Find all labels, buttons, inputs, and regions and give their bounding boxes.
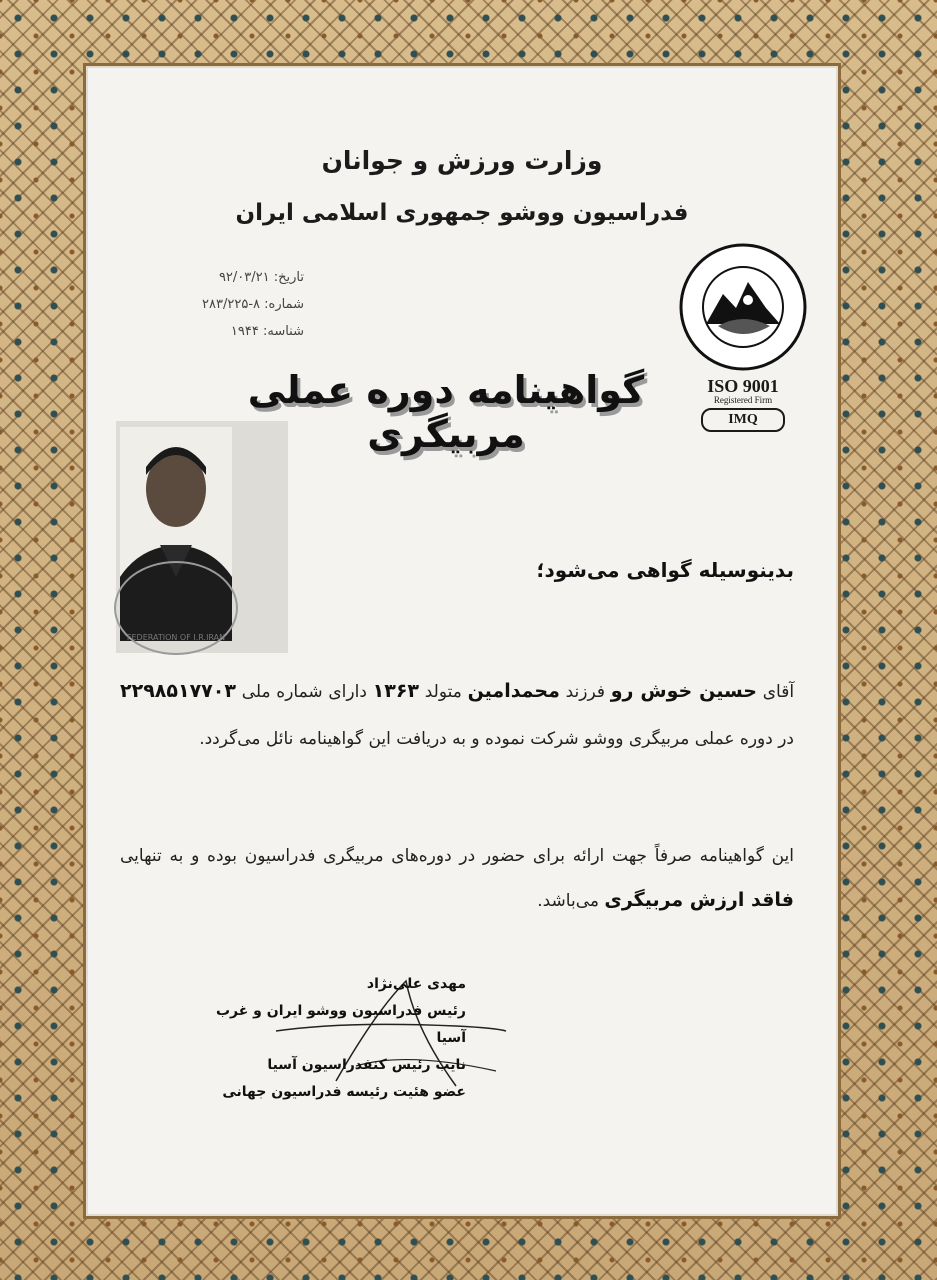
holder-name: حسین خوش رو: [610, 680, 757, 702]
date-row: [124, 264, 304, 291]
iso-main-text: ISO 9001: [707, 376, 779, 396]
id-label: شناسه:: [262, 324, 304, 339]
iso-certification-badge: [678, 376, 808, 432]
signatory-name: مهدی علی‌نژاد: [366, 976, 466, 992]
certificate-note-paragraph: [120, 834, 794, 923]
national-id: ۲۲۹۸۵۱۷۷۰۳: [120, 680, 236, 702]
ministry-heading: وزارت ورزش و جوانان: [321, 146, 603, 175]
holder-photo: [116, 421, 288, 653]
signatory-title-2: نایب رئیس کنفدراسیون آسیا: [267, 1057, 466, 1073]
number-label: شماره:: [264, 297, 304, 312]
body-born: متولد: [424, 682, 462, 702]
body-prefix: آقای: [762, 682, 795, 702]
note-emphasis: فاقد ارزش مربیگری: [604, 889, 794, 911]
federation-heading: فدراسیون ووشو جمهوری اسلامی ایران: [235, 200, 689, 226]
signatory-title-1: رئیس فدراسیون ووشو ایران و غرب آسیا: [215, 1003, 466, 1046]
body-id-label: دارای شماره ملی: [241, 682, 367, 702]
signatory-block: [186, 971, 466, 1106]
birth-year: ۱۳۶۳: [372, 680, 420, 702]
father-name: محمدامین: [467, 680, 560, 702]
date-label: تاریخ:: [273, 270, 304, 285]
id-row: [124, 318, 304, 345]
date-value: ۹۲/۰۳/۲۱: [218, 270, 270, 285]
iso-sub-text: Registered Firm: [713, 395, 773, 405]
body-son-of: فرزند: [565, 682, 605, 702]
id-value: ۱۹۴۴: [230, 324, 259, 339]
note-text: این گواهینامه صرفاً جهت ارائه برای حضور در دوره‌های مربیگری فدراسیون بوده و به تنهایی: [120, 846, 794, 866]
document-meta: [124, 264, 304, 345]
certificate-paper: [86, 66, 838, 1216]
certificate-body-paragraph: [120, 668, 794, 763]
number-row: [124, 291, 304, 318]
signatory-title-3: عضو هئیت رئیسه فدراسیون جهانی: [222, 1084, 466, 1100]
imq-logo: IMQ: [701, 408, 785, 432]
body-course-text: در دوره عملی مربیگری ووشو شرکت نموده و به دریافت این گواهینامه نائل می‌گردد.: [199, 729, 794, 749]
attestation-line: بدینوسیله گواهی می‌شود؛: [536, 558, 794, 582]
wushu-federation-logo-icon: [678, 242, 808, 372]
number-value: ۸-۲۸۳/۲۲۵: [202, 297, 261, 312]
photo-stamp: FEDERATION OF I.R.IRAN: [114, 561, 238, 655]
note-ending: می‌باشد.: [537, 891, 599, 911]
certificate-title: گواهینامه دوره عملی مربیگری: [247, 368, 645, 456]
